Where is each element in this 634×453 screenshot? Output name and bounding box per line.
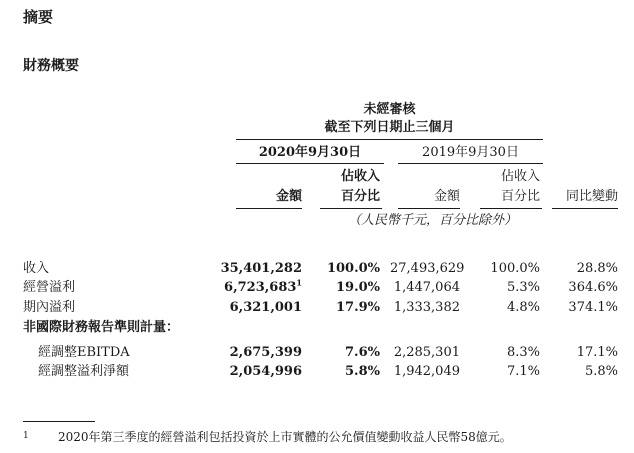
pct-2019: 4.8% xyxy=(506,300,540,315)
footnote-text: 2020年第三季度的經營溢利包括投資於上市實體的公允價值變動收益人民幣58億元。 xyxy=(58,430,512,444)
amount-2019: 2,285,301 xyxy=(393,345,460,360)
pct-2020-header-line2: 百分比 xyxy=(340,189,380,204)
row-label: 經營溢利 xyxy=(23,280,76,295)
pct-2019: 5.3% xyxy=(506,280,540,295)
yoy-change: 28.8% xyxy=(576,261,618,276)
unaudited-header: 未經審核 xyxy=(363,102,416,117)
amount-2020: 35,401,282 xyxy=(220,261,302,276)
pct-2019: 8.3% xyxy=(506,345,540,360)
pct-2019-header-line2: 百分比 xyxy=(500,189,540,204)
footnote-marker: 1 xyxy=(23,431,29,441)
col-2020-rule xyxy=(236,163,384,164)
pct-2019-header-line1: 佔收入 xyxy=(500,169,540,184)
row-label: 經調整EBITDA xyxy=(38,345,130,360)
unit-note: （人民幣千元，百分比除外） xyxy=(347,213,517,228)
amount-2020: 6,321,001 xyxy=(229,300,302,315)
yoy-change: 17.1% xyxy=(576,345,618,360)
yoy-change: 5.8% xyxy=(584,364,618,379)
amount-2020-rule xyxy=(236,208,302,209)
amount-2019: 1,333,382 xyxy=(393,300,460,315)
pct-2020-header-line1: 佔收入 xyxy=(340,169,380,184)
pct-2019: 100.0% xyxy=(490,261,540,276)
header-rule xyxy=(236,139,543,140)
amount-2019-rule xyxy=(398,208,460,209)
amount-2020: 2,675,399 xyxy=(229,345,302,360)
amount-2019: 1,447,064 xyxy=(393,280,460,295)
footnote-rule xyxy=(23,421,95,422)
row-label: 經調整溢利淨額 xyxy=(38,364,130,379)
yoy-rule xyxy=(552,208,618,209)
yoy-header: 同比變動 xyxy=(565,189,618,204)
footnote-ref: 1 xyxy=(296,277,302,288)
non-ifrs-heading: 非國際財務報告準則計量： xyxy=(23,320,180,335)
amount-2019: 1,942,049 xyxy=(393,364,460,379)
pct-2020: 7.6% xyxy=(345,345,380,360)
page-heading: 摘要 xyxy=(23,8,54,26)
pct-2020: 17.9% xyxy=(335,300,380,315)
row-label: 期內溢利 xyxy=(23,300,76,315)
period-header: 截至下列日期止三個月 xyxy=(324,120,455,135)
pct-2020: 100.0% xyxy=(326,261,380,276)
section-heading: 財務概要 xyxy=(23,58,79,74)
pct-2020: 5.8% xyxy=(345,364,380,379)
amount-2020-header: 金額 xyxy=(275,189,302,204)
yoy-change: 364.6% xyxy=(568,280,618,295)
col-2019-header: 2019年9月30日 xyxy=(422,145,519,160)
col-2019-rule xyxy=(398,163,543,164)
pct-2019-rule xyxy=(480,208,542,209)
amount-2020-value: 6,723,683 xyxy=(224,280,297,295)
yoy-change: 374.1% xyxy=(568,300,618,315)
pct-2019: 7.1% xyxy=(506,364,540,379)
amount-2019-header: 金額 xyxy=(433,189,460,204)
pct-2020-rule xyxy=(320,208,382,209)
row-label: 收入 xyxy=(23,261,50,276)
amount-2019: 27,493,629 xyxy=(390,261,465,276)
amount-2020 xyxy=(200,277,302,295)
col-2020-header: 2020年9月30日 xyxy=(258,145,362,160)
pct-2020: 19.0% xyxy=(335,280,380,295)
amount-2020: 2,054,996 xyxy=(229,364,302,379)
